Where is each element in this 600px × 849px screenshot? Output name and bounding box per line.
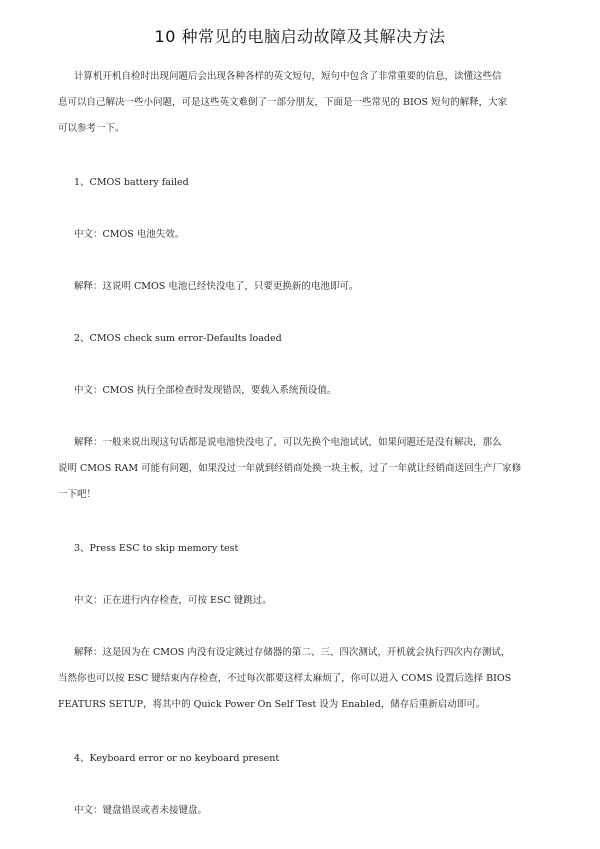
intro-line-2: 息可以自己解决一些小问题，可是这些英文难倒了一部分朋友，下面是一些常见的 BIOS 短句的解释，大家 — [58, 97, 508, 108]
section-3-chinese: 中文：正在进行内存检查，可按 ESC 键跳过。 — [74, 595, 272, 606]
section-1-heading: 1、CMOS battery failed — [74, 177, 189, 188]
section-2-explanation-line-3: 一下吧！ — [58, 489, 97, 500]
section-2-chinese: 中文：CMOS 执行全部检查时发现错误，要载入系统预设值。 — [74, 385, 337, 396]
intro-line-3: 可以参考一下。 — [58, 123, 125, 134]
intro-line-1: 计算机开机自检时出现问题后会出现各种各样的英文短句，短句中包含了非常重要的信息，读懂这些信 — [74, 71, 502, 82]
section-1-explanation-line-1: 解释：这说明 CMOS 电池已经快没电了，只要更换新的电池即可。 — [74, 281, 359, 292]
section-3-explanation-line-2: 当然你也可以按 ESC 键结束内存检查，不过每次都要这样太麻烦了，你可以进入 COMS 设置后选择 BIOS — [58, 673, 512, 684]
section-3-heading: 3、Press ESC to skip memory test — [74, 543, 239, 554]
section-3-explanation-line-1: 解释：这是因为在 CMOS 内没有设定跳过存储器的第二、三、四次测试，开机就会执行四次内存测试， — [74, 647, 511, 658]
section-4-heading: 4、Keyboard error or no keyboard present — [74, 753, 280, 764]
section-3-explanation-line-3: FEATURS SETUP，将其中的 Quick Power On Self Test 设为 Enabled，储存后重新启动即可。 — [58, 699, 486, 710]
section-2-explanation-line-2: 说明 CMOS RAM 可能有问题，如果没过一年就到经销商处换一块主板，过了一年就让经销商送回生产厂家修 — [58, 463, 522, 474]
section-4-chinese: 中文：键盘错误或者未接键盘。 — [74, 805, 208, 816]
section-2-explanation-line-1: 解释：一般来说出现这句话都是说电池快没电了，可以先换个电池试试，如果问题还是没有解决，那么 — [74, 437, 502, 448]
document-title: 10 种常见的电脑启动故障及其解决方法 — [154, 27, 446, 46]
section-2-heading: 2、CMOS check sum error-Defaults loaded — [74, 333, 282, 344]
section-1-chinese: 中文：CMOS 电池失效。 — [74, 229, 185, 240]
